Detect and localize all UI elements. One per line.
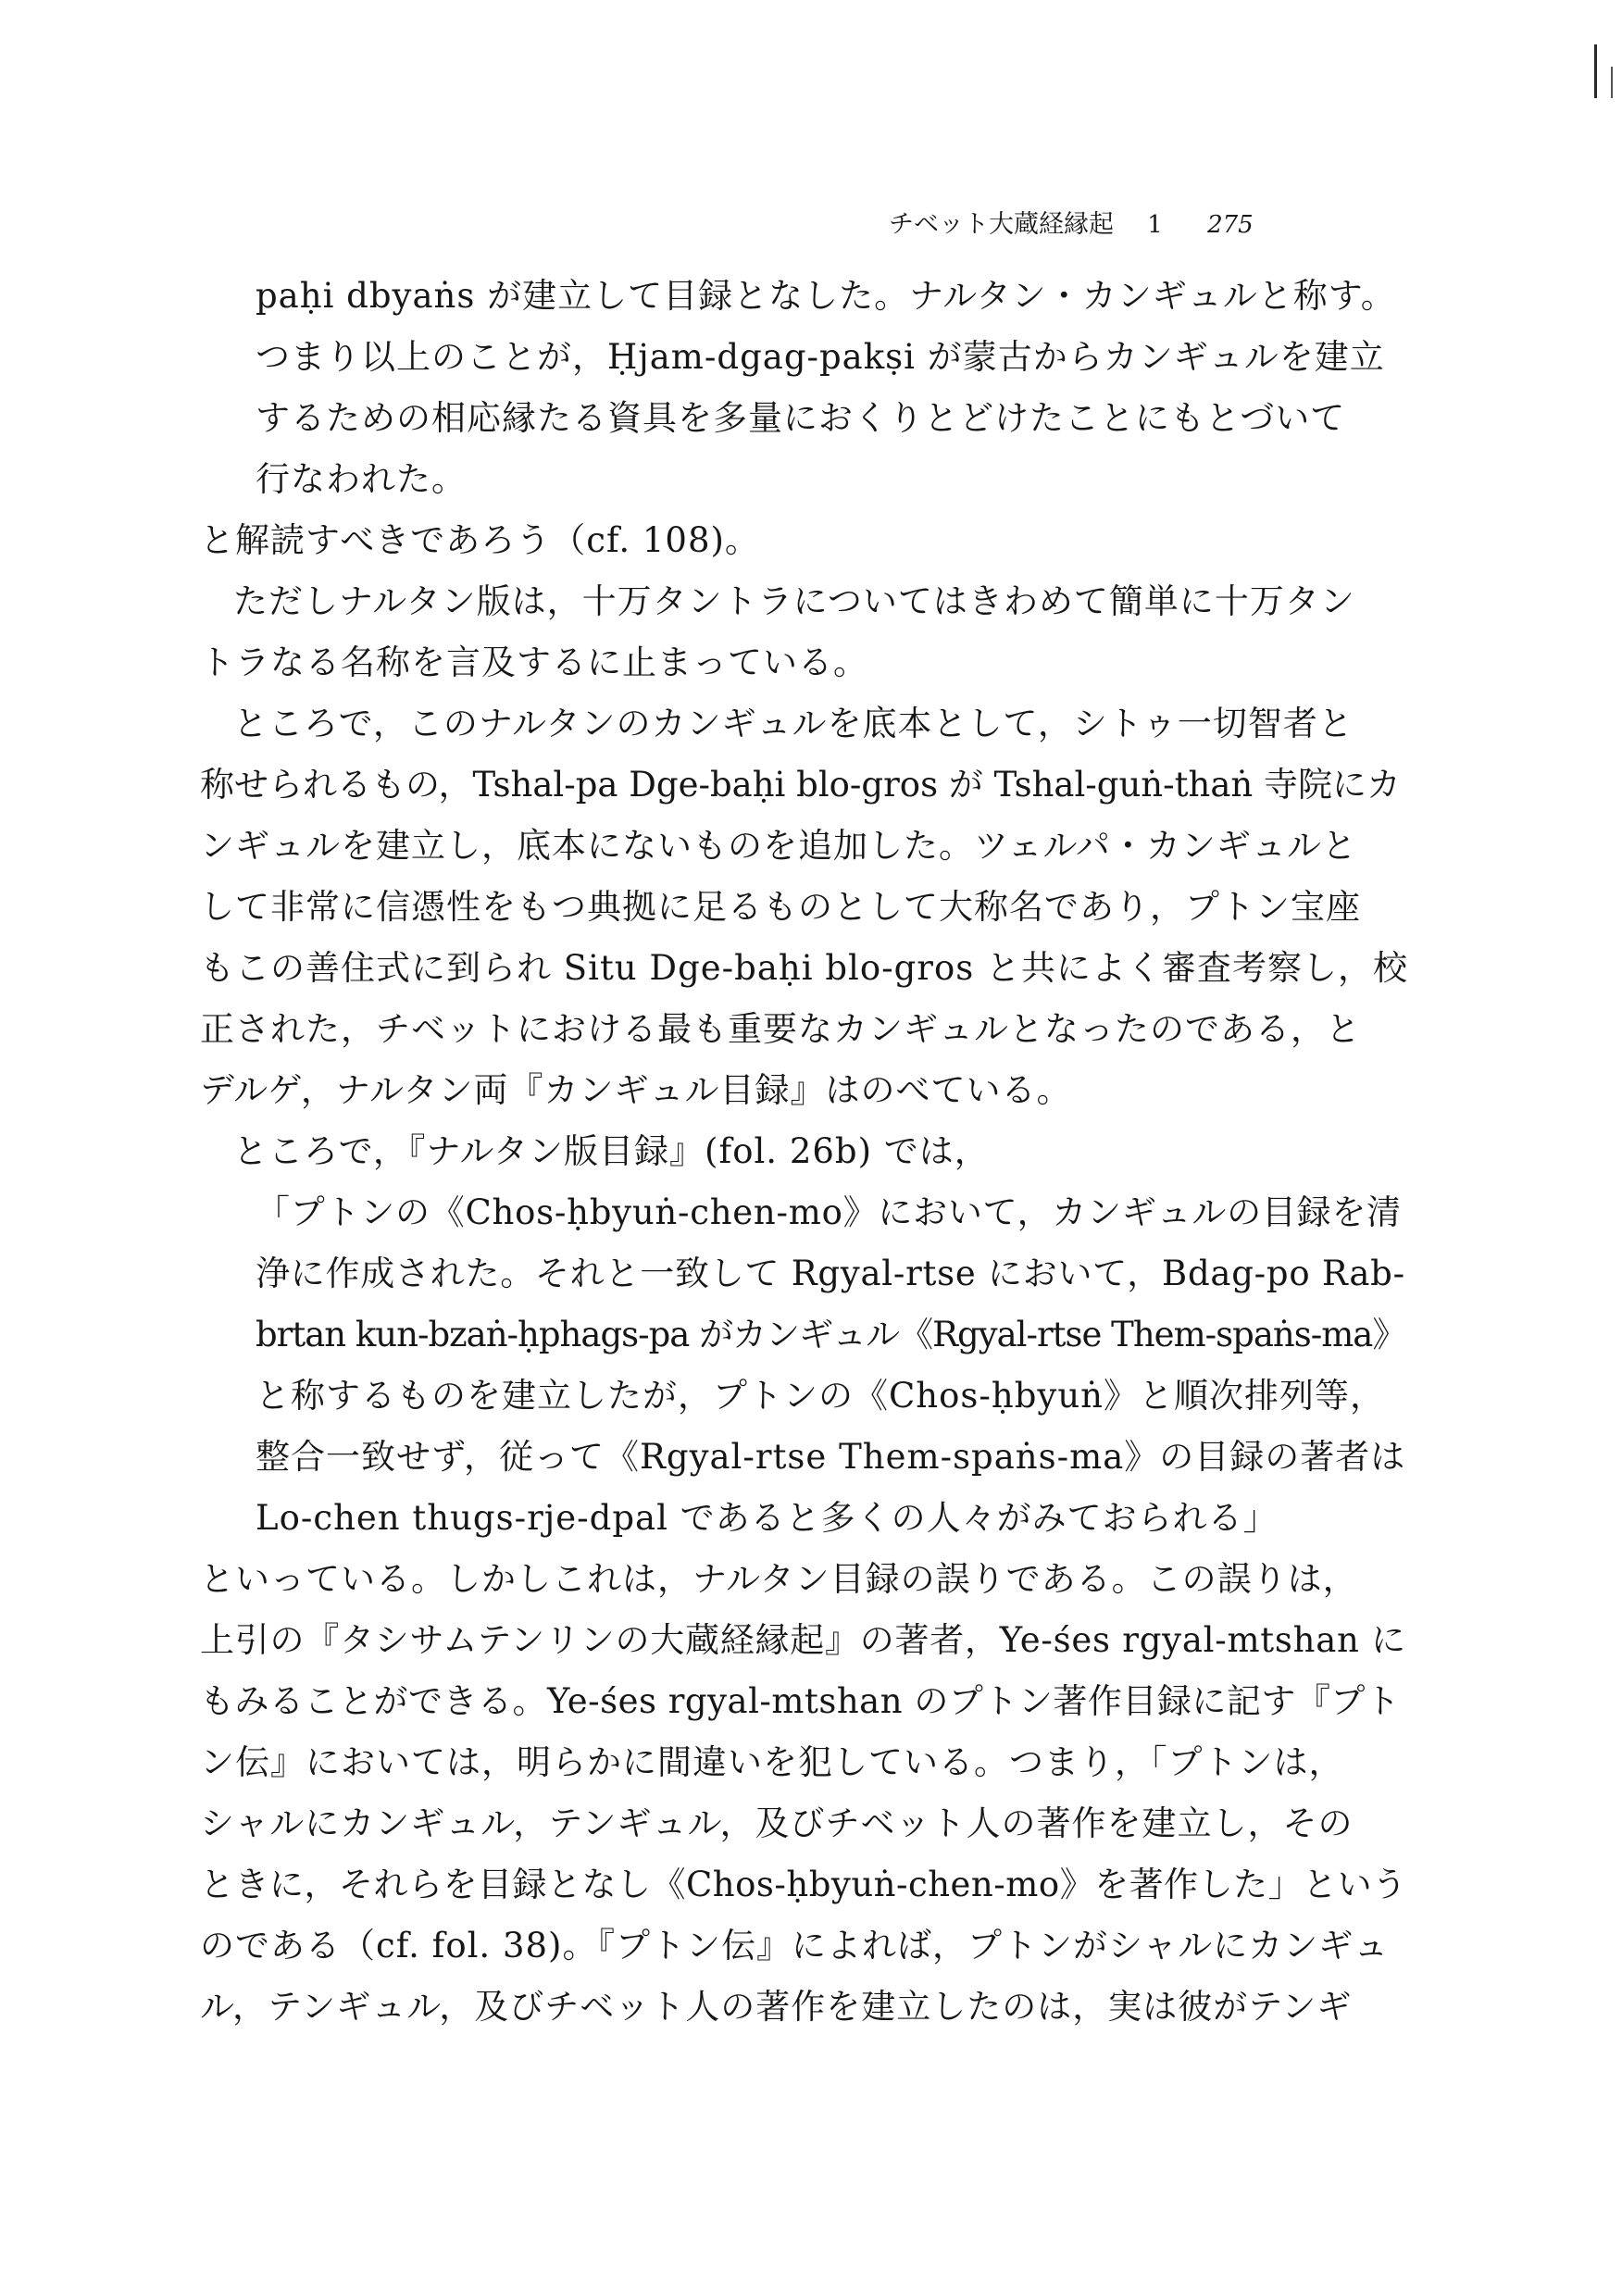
text-line: 浄に作成された。それと一致して Rgyal-rtse において，Bdag-po Rab- xyxy=(256,1254,1405,1293)
running-header xyxy=(889,204,1315,240)
text-line: Lo-chen thugs-rje-dpal であると多くの人々がみておられる」 xyxy=(256,1498,1279,1538)
text-line: デルゲ，ナルタン両『カンギュル目録』はのべている。 xyxy=(200,1070,1072,1110)
text-line: シャルにカンギュル，テンギュル，及びチベット人の著作を建立し，その xyxy=(200,1803,1354,1843)
text-line: ル，テンギュル，及びチベット人の著作を建立したのは，実は彼がテンギ xyxy=(200,1987,1353,2027)
text-line: ときに，それらを目録となし《Chos-ḥbyuṅ-chen-mo》を著作した」という xyxy=(200,1865,1407,1904)
text-line: brtan kun-bzaṅ-ḥphags-pa がカンギュル《Rgyal-rtse Them-spaṅs-ma》 xyxy=(256,1315,1406,1354)
text-line: 整合一致せず，従って《Rgyal-rtse Them-spaṅs-ma》の目録の著者は xyxy=(256,1437,1406,1477)
text-line: つまり以上のことが，Ḥjam-dgag-pakṣi が蒙古からカンギュルを建立 xyxy=(256,337,1385,377)
text-line: 称せられるもの，Tshal-pa Dge-baḥi blo-gros が Tshal-guṅ-thaṅ 寺院にカ xyxy=(200,765,1401,805)
text-line: と称するものを建立したが，プトンの《Chos-ḥbyuṅ》と順次排列等， xyxy=(256,1376,1385,1416)
text-line: するための相応縁たる資具を多量におくりとどけたことにもとづいて xyxy=(256,398,1346,438)
text-line: トラなる名称を言及するに止まっている。 xyxy=(200,643,868,682)
text-line: paḥi dbyaṅs が建立して目録となした。ナルタン・カンギュルと称す。 xyxy=(256,276,1396,316)
text-line: ン伝』においては，明らかに間違いを犯している。つまり，「プトンは， xyxy=(200,1742,1344,1782)
text-line: もみることができる。Ye-śes rgyal-mtshan のプトン著作目録に記す『プト xyxy=(200,1681,1401,1721)
text-line: ところで，このナルタンのカンギュルを底本として，シトゥ一切智者と xyxy=(233,704,1354,743)
text-line: 上引の『タシサムテンリンの大蔵経縁起』の著者，Ye-śes rgyal-mtshan に xyxy=(200,1620,1406,1660)
text-line: ンギュルを建立し，底本にないものを追加した。ツェルパ・カンギュルと xyxy=(200,826,1357,866)
text-line: して非常に信憑性をもつ典拠に足るものとして大称名であり，プトン宝座 xyxy=(200,887,1361,927)
volume-number: 1 xyxy=(1147,211,1163,239)
text-line: と解読すべきであろう（cf. 108)。 xyxy=(200,520,760,560)
text-line: 「プトンの《Chos-ḥbyuṅ-chen-mo》において，カンギュルの目録を清 xyxy=(256,1192,1402,1232)
text-line: ただしナルタン版は，十万タントラについてはきわめて簡単に十万タン xyxy=(233,581,1355,621)
text-line: ところで，『ナルタン版目録』(fol. 26b) では， xyxy=(233,1131,990,1171)
running-title: チベット大蔵経縁起 xyxy=(889,210,1114,239)
text-line: 正された，チベットにおける最も重要なカンギュルとなったのである，と xyxy=(200,1009,1361,1049)
text-line: 行なわれた。 xyxy=(256,459,467,499)
page-edge-mark xyxy=(1594,44,1597,98)
text-line: といっている。しかしこれは，ナルタン目録の誤りである。この誤りは， xyxy=(200,1559,1358,1599)
text-line: もこの善住式に到られ Situ Dge-baḥi blo-gros と共によく審査考察し，校 xyxy=(200,948,1409,988)
page-edge-mark-2 xyxy=(1611,67,1613,98)
page-number: 275 xyxy=(1207,211,1254,239)
text-line: のである（cf. fol. 38)。『プトン伝』によれば，プトンがシャルにカンギュ xyxy=(200,1926,1390,1965)
